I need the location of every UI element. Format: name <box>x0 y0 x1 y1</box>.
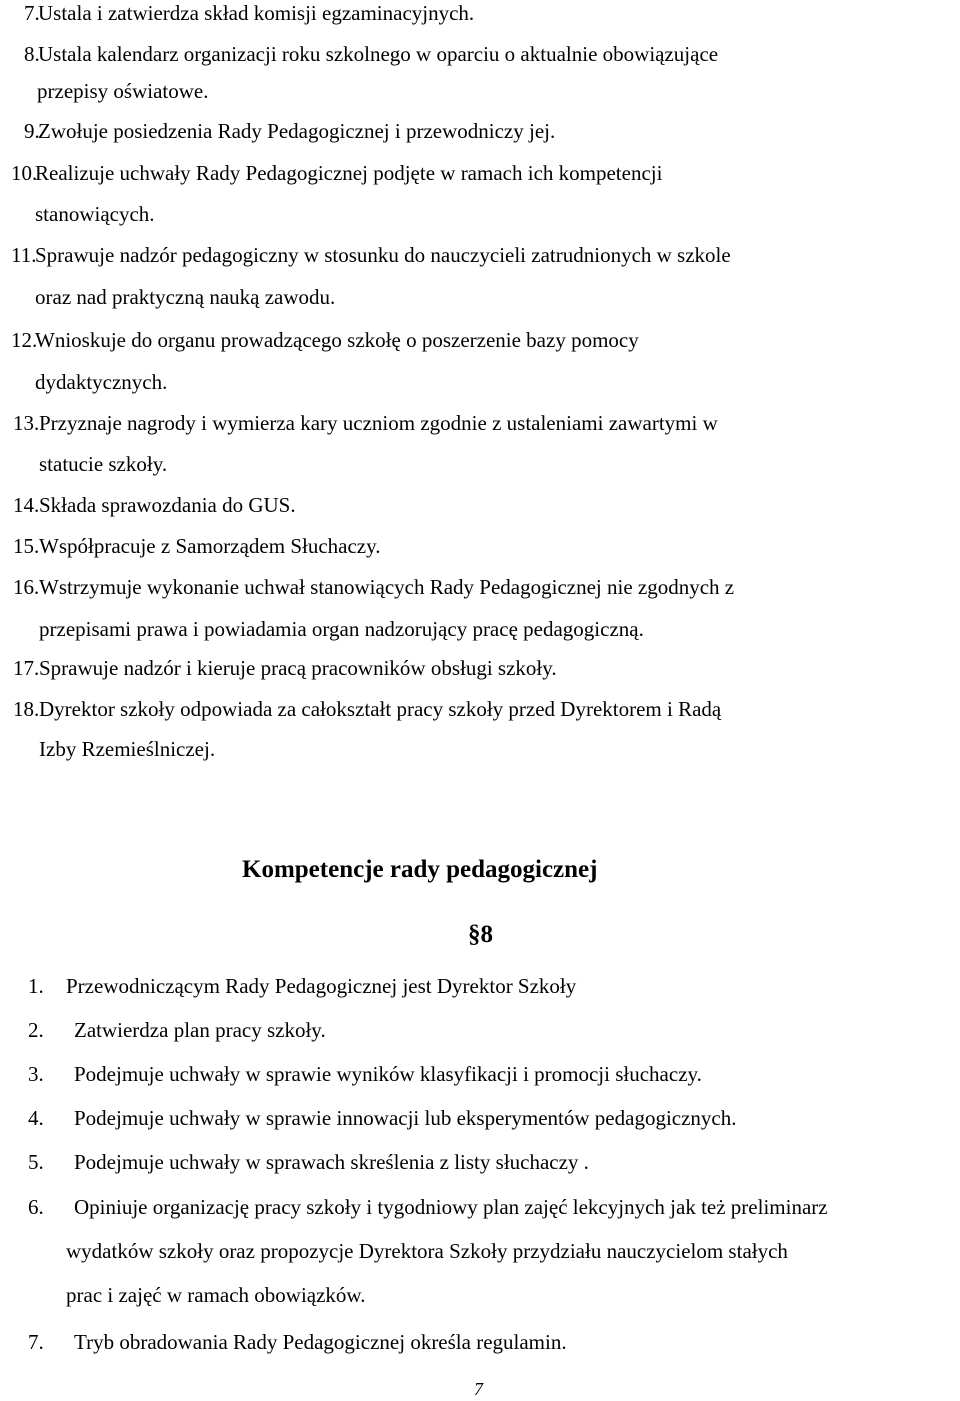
paragraph-number: §8 <box>468 921 493 948</box>
list-item-number: 5. <box>28 1150 44 1174</box>
list-item-continuation: oraz nad praktyczną nauką zawodu. <box>35 285 336 309</box>
list-item-number: 9. <box>24 119 40 143</box>
list-item-text: Zwołuje posiedzenia Rady Pedagogicznej i przewodniczy jej. <box>38 119 556 143</box>
list-item-text: Opiniuje organizację pracy szkoły i tygodniowy plan zajęć lekcyjnych jak też preliminarz <box>74 1195 828 1219</box>
list-item-continuation: przepisy oświatowe. <box>37 79 209 103</box>
list-item-number: 12. <box>11 328 38 352</box>
list-item-text: Podejmuje uchwały w sprawach skreślenia z listy słuchaczy . <box>74 1150 589 1174</box>
list-item-number: 7. <box>24 1 40 25</box>
list-item-text: Dyrektor szkoły odpowiada za całokształt pracy szkoły przed Dyrektorem i Radą <box>39 697 722 721</box>
list-item-number: 18. <box>13 697 40 721</box>
list-item-text: Wnioskuje do organu prowadzącego szkołę o poszerzenie bazy pomocy <box>35 328 639 352</box>
list-item-number: 14. <box>13 493 40 517</box>
list-item-text: Podejmuje uchwały w sprawie innowacji lub eksperymentów pedagogicznych. <box>74 1106 737 1130</box>
list-item-continuation: Izby Rzemieślniczej. <box>39 737 216 761</box>
list-item-text: Współpracuje z Samorządem Słuchaczy. <box>39 534 381 558</box>
list-item-text: Ustala i zatwierdza skład komisji egzaminacyjnych. <box>38 1 475 25</box>
list-item-number: 15. <box>13 534 40 558</box>
list-item-text: Zatwierdza plan pracy szkoły. <box>74 1018 326 1042</box>
list-item-number: 4. <box>28 1106 44 1130</box>
list-item-continuation: wydatków szkoły oraz propozycje Dyrektora Szkoły przydziału nauczycielom stałych <box>66 1239 788 1263</box>
list-item-continuation: przepisami prawa i powiadamia organ nadzorujący pracę pedagogiczną. <box>39 617 644 641</box>
list-item-text: Przewodniczącym Rady Pedagogicznej jest Dyrektor Szkoły <box>66 974 577 998</box>
list-item-number: 6. <box>28 1195 44 1219</box>
page-number: 7 <box>474 1379 483 1399</box>
list-item-text: Sprawuje nadzór i kieruje pracą pracowników obsługi szkoły. <box>39 656 557 680</box>
list-item-number: 7. <box>28 1330 44 1354</box>
list-item-text: Realizuje uchwały Rady Pedagogicznej podjęte w ramach ich kompetencji <box>35 161 663 185</box>
list-item-text: Sprawuje nadzór pedagogiczny w stosunku do nauczycieli zatrudnionych w szkole <box>35 243 731 267</box>
list-item-text: Tryb obradowania Rady Pedagogicznej określa regulamin. <box>74 1330 567 1354</box>
list-item-text: Wstrzymuje wykonanie uchwał stanowiących Rady Pedagogicznej nie zgodnych z <box>39 575 735 599</box>
list-item-number: 16. <box>13 575 40 599</box>
list-item-number: 10. <box>11 161 38 185</box>
list-item-number: 2. <box>28 1018 44 1042</box>
list-item-continuation: stanowiących. <box>35 202 155 226</box>
list-item-text: Podejmuje uchwały w sprawie wyników klasyfikacji i promocji słuchaczy. <box>74 1062 702 1086</box>
list-item-text: Składa sprawozdania do GUS. <box>39 493 296 517</box>
list-item-continuation: statucie szkoły. <box>39 452 168 476</box>
list-item-continuation: dydaktycznych. <box>35 370 168 394</box>
list-item-text: Przyznaje nagrody i wymierza kary uczniom zgodnie z ustaleniami zawartymi w <box>39 411 718 435</box>
list-item-number: 8. <box>24 42 40 66</box>
list-item-number: 1. <box>28 974 44 998</box>
section-heading: Kompetencje rady pedagogicznej <box>242 856 598 883</box>
list-item-number: 3. <box>28 1062 44 1086</box>
list-item-number: 13. <box>13 411 40 435</box>
list-item-continuation: prac i zajęć w ramach obowiązków. <box>66 1283 366 1307</box>
list-item-number: 17. <box>13 656 40 680</box>
list-item-number: 11. <box>11 243 37 267</box>
list-item-text: Ustala kalendarz organizacji roku szkolnego w oparciu o aktualnie obowiązujące <box>38 42 719 66</box>
